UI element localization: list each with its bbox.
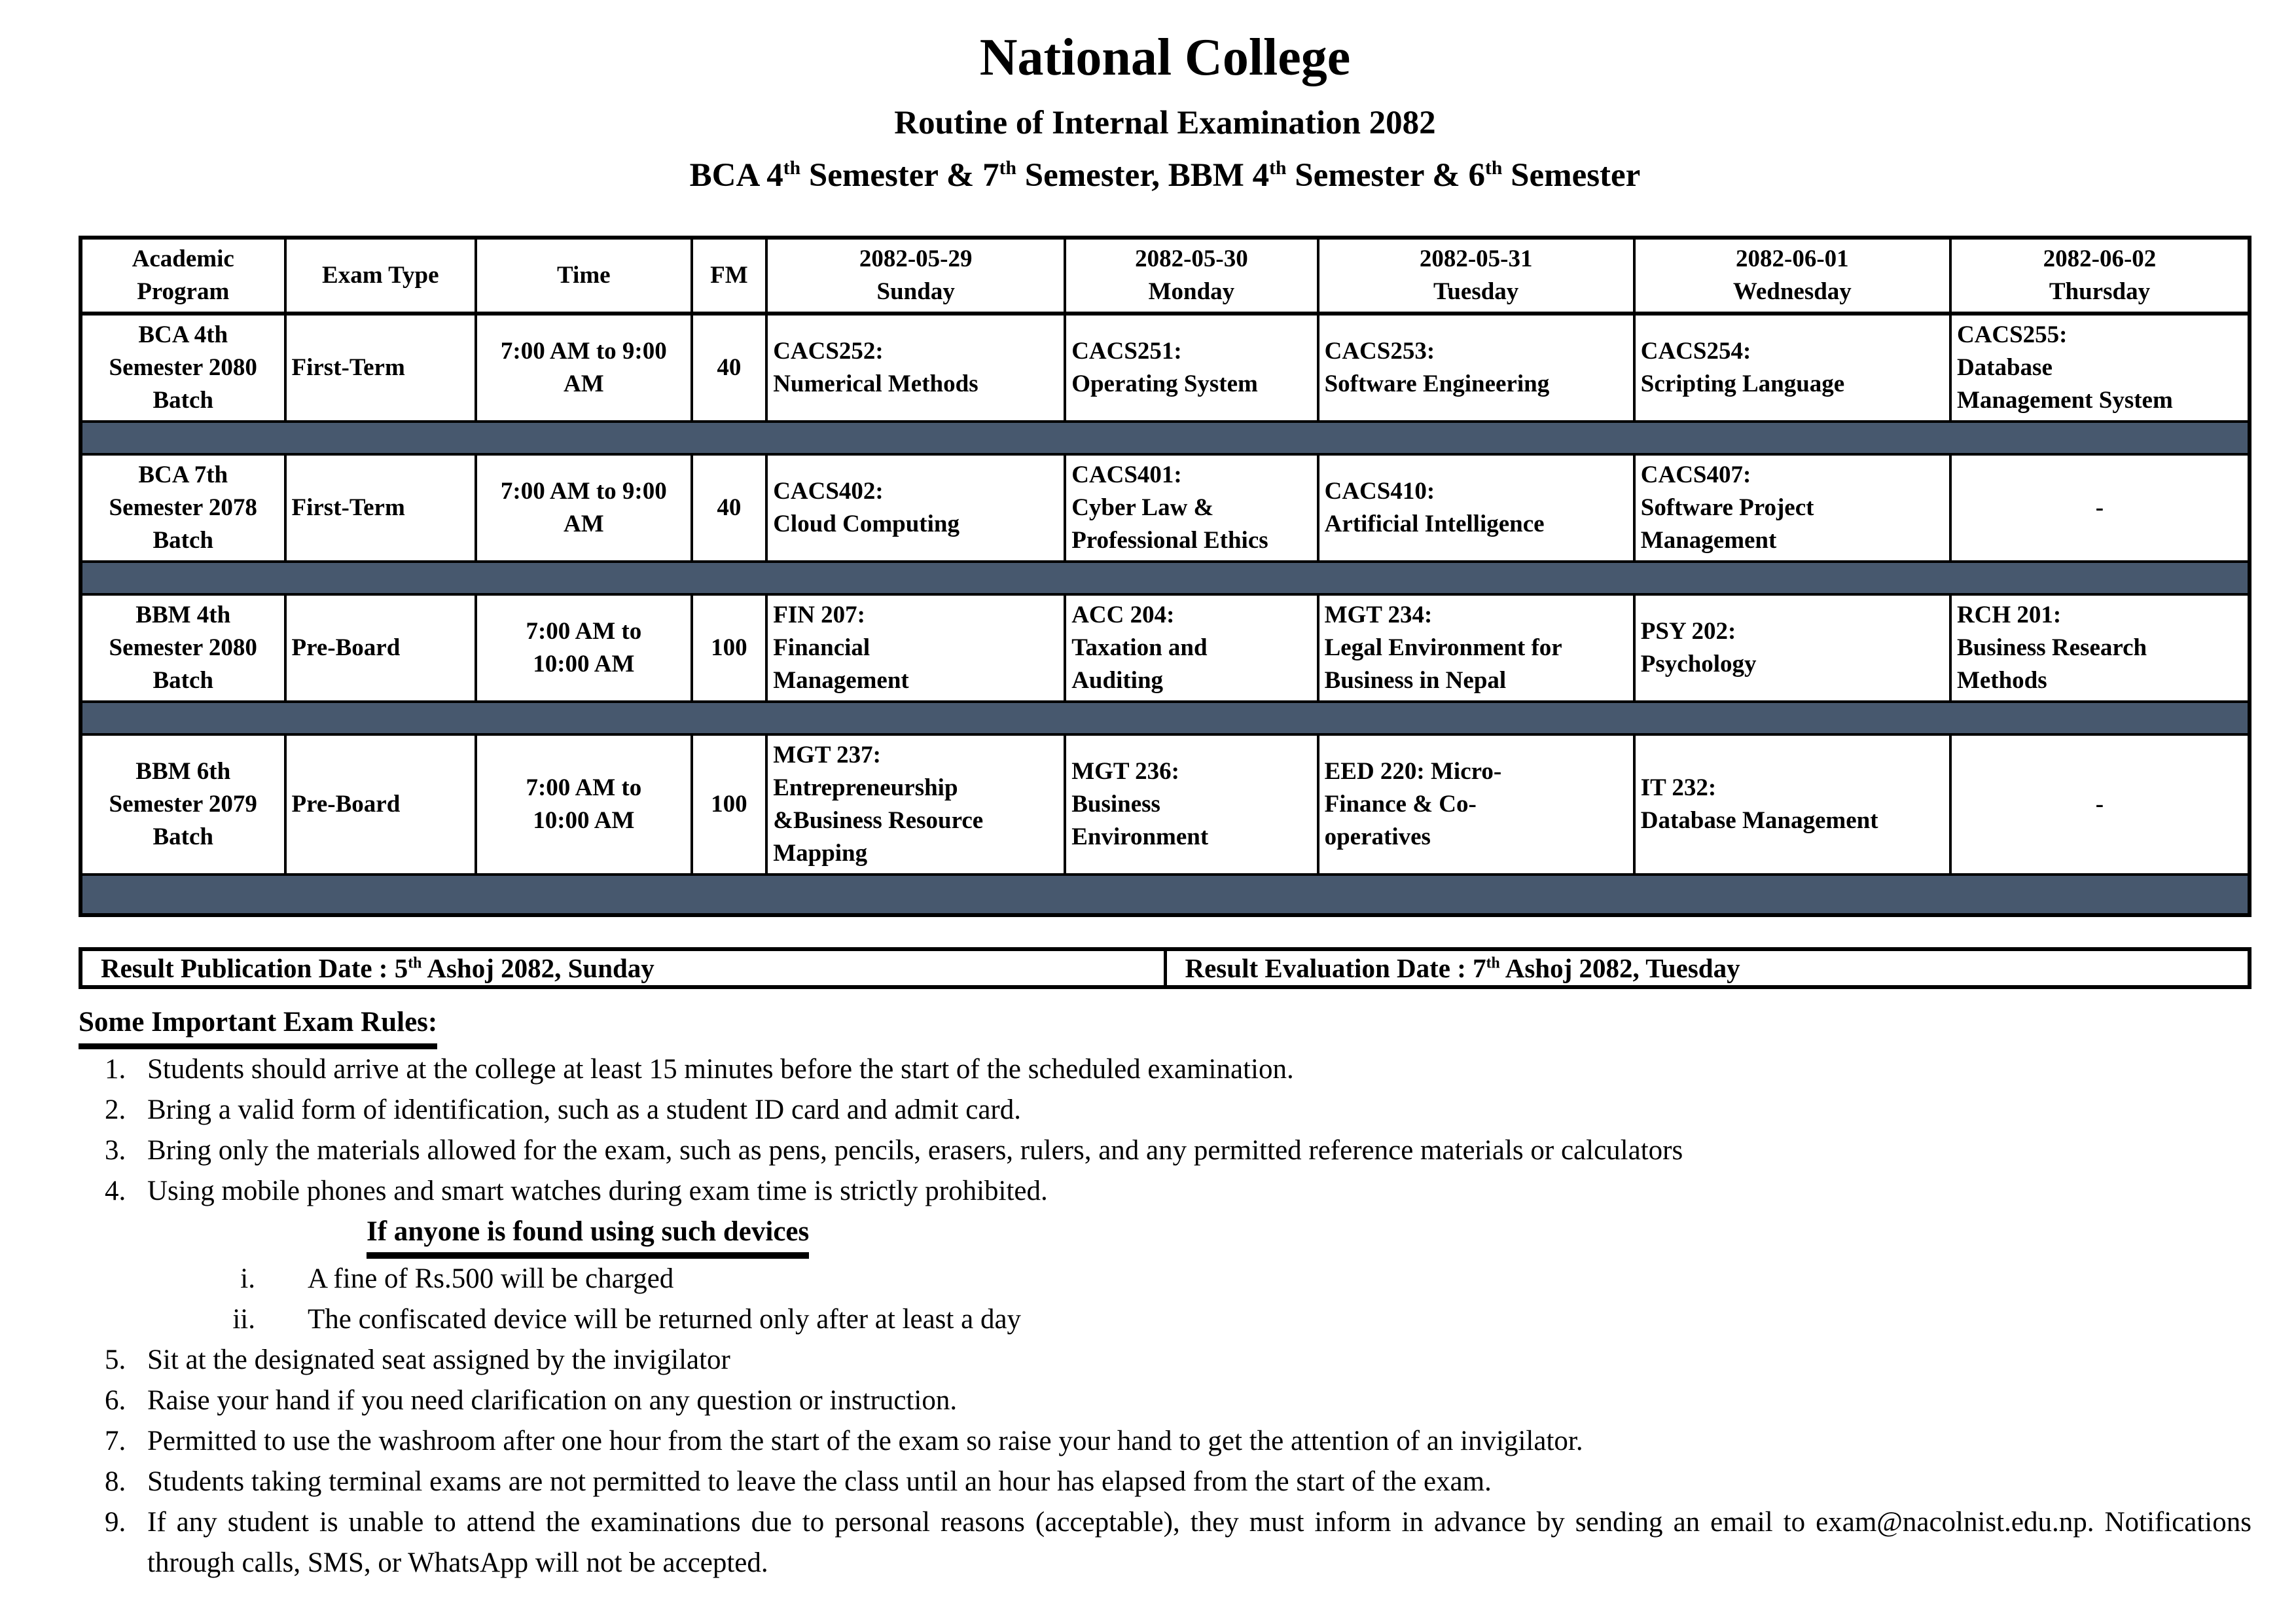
subject-cell: CACS252: Numerical Methods [766,314,1065,422]
rule-item [79,1090,2251,1130]
subject-cell: PSY 202: Psychology [1634,594,1950,702]
rule-text: Raise your hand if you need clarification on any question or instruction. [147,1385,958,1416]
schedule-row [81,594,2250,702]
program-cell: BBM 4th Semester 2080 Batch [81,594,285,702]
separator-bar [81,562,2250,594]
rule-number: 1. [105,1054,126,1085]
rule-item [79,1299,2251,1340]
day-header-2: 2082-05-31 Tuesday [1318,238,1634,314]
rule-text: Permitted to use the washroom after one hour from the start of the exam so raise your hand to get the attention of an invigilator. [147,1426,1583,1456]
separator-bar [81,702,2250,734]
separator-row [81,875,2250,915]
rule-number: 8. [105,1466,126,1497]
schedule-header-row [81,238,2250,314]
separator-row [81,702,2250,734]
subject-cell: RCH 201: Business Research Methods [1950,594,2250,702]
subject-cell: CACS402: Cloud Computing [766,454,1065,562]
device-note-heading: If anyone is found using such devices [367,1212,809,1259]
subject-cell: CACS251: Operating System [1065,314,1318,422]
rule-text: A fine of Rs.500 will be charged [308,1263,674,1294]
rule-text: Bring only the materials allowed for the exam, such as pens, pencils, erasers, rulers, and any permitted reference materials or calculators [147,1135,1683,1166]
rule-text: If any student is unable to attend the examinations due to personal reasons (acceptable), they must inform in advance by sending an email to exam@nacolnist.edu.np. Notifications through calls, SMS, or WhatsApp will not be accepted. [147,1507,2251,1578]
rule-number: 9. [105,1507,126,1538]
time-cell: 7:00 AM to 9:00 AM [476,454,691,562]
col-header-3: FM [692,238,767,314]
rule-number: ii. [232,1304,255,1335]
day-header-1: 2082-05-30 Monday [1065,238,1318,314]
rule-text: Students should arrive at the college at least 15 minutes before the start of the scheduled examination. [147,1054,1294,1085]
exam-schedule-table [79,236,2251,917]
result-publication-date: Result Publication Date : 5th Ashoj 2082, Sunday [81,949,1165,987]
rule-number: 4. [105,1176,126,1206]
rule-number: 3. [105,1135,126,1166]
device-note-heading-line [367,1212,2251,1259]
rule-item [79,1049,2251,1090]
day-header-4: 2082-06-02 Thursday [1950,238,2250,314]
col-header-1: Exam Type [285,238,476,314]
rule-text: Students taking terminal exams are not permitted to leave the class until an hour has elapsed from the start of the exam. [147,1466,1492,1497]
rule-text: The confiscated device will be returned only after at least a day [308,1304,1022,1335]
day-header-0: 2082-05-29 Sunday [766,238,1065,314]
rule-number: 5. [105,1344,126,1375]
subject-cell: CACS407: Software Project Management [1634,454,1950,562]
time-cell: 7:00 AM to 10:00 AM [476,594,691,702]
rule-item [79,1462,2251,1502]
subject-cell: - [1950,454,2250,562]
rule-text: Bring a valid form of identification, such as a student ID card and admit card. [147,1094,1021,1125]
program-cell: BBM 6th Semester 2079 Batch [81,734,285,875]
day-header-3: 2082-06-01 Wednesday [1634,238,1950,314]
subject-cell: CACS255: Database Management System [1950,314,2250,422]
rules-heading: Some Important Exam Rules: [79,1002,437,1049]
page-title: National College [979,29,1351,86]
separator-row [81,562,2250,594]
rule-text: Sit at the designated seat assigned by the invigilator [147,1344,730,1375]
subject-cell: MGT 236: Business Environment [1065,734,1318,875]
rule-number: 2. [105,1094,126,1125]
schedule-row [81,734,2250,875]
page-audience-line: BCA 4th Semester & 7th Semester, BBM 4th Semester & 6th Semester [689,157,1641,194]
rule-number: i. [240,1263,255,1294]
subject-cell: CACS253: Software Engineering [1318,314,1634,422]
schedule-row [81,454,2250,562]
separator-bar [81,422,2250,454]
rule-item [79,1421,2251,1462]
fm-cell: 40 [692,454,767,562]
fm-cell: 40 [692,314,767,422]
exam-rules-section [79,1002,2251,1583]
page-subtitle: Routine of Internal Examination 2082 [894,105,1436,141]
separator-bar [81,875,2250,915]
exam-type-cell: First-Term [285,314,476,422]
time-cell: 7:00 AM to 9:00 AM [476,314,691,422]
rule-item [79,1502,2251,1583]
rule-item [79,1380,2251,1421]
schedule-row [81,314,2250,422]
subject-cell: FIN 207: Financial Management [766,594,1065,702]
document-header [79,27,2251,195]
subject-cell: ACC 204: Taxation and Auditing [1065,594,1318,702]
subject-cell: CACS401: Cyber Law & Professional Ethics [1065,454,1318,562]
subject-cell: EED 220: Micro- Finance & Co- operatives [1318,734,1634,875]
exam-type-cell: First-Term [285,454,476,562]
subject-cell: - [1950,734,2250,875]
exam-type-cell: Pre-Board [285,594,476,702]
separator-row [81,422,2250,454]
col-header-0: Academic Program [81,238,285,314]
subject-cell: MGT 237: Entrepreneurship &Business Resource Mapping [766,734,1065,875]
result-dates-row [81,949,2250,987]
subject-cell: MGT 234: Legal Environment for Business in Nepal [1318,594,1634,702]
rule-item [79,1340,2251,1380]
program-cell: BCA 7th Semester 2078 Batch [81,454,285,562]
col-header-2: Time [476,238,691,314]
fm-cell: 100 [692,594,767,702]
subject-cell: CACS254: Scripting Language [1634,314,1950,422]
rules-list-2 [79,1340,2251,1583]
exam-type-cell: Pre-Board [285,734,476,875]
rule-number: 6. [105,1385,126,1416]
rule-item [79,1171,2251,1212]
subject-cell: IT 232: Database Management [1634,734,1950,875]
rule-item [79,1130,2251,1171]
rules-list-roman [79,1259,2251,1340]
rule-text: Using mobile phones and smart watches during exam time is strictly prohibited. [147,1176,1048,1206]
result-evaluation-date: Result Evaluation Date : 7th Ashoj 2082, Tuesday [1165,949,2250,987]
rules-list-1 [79,1049,2251,1212]
rule-item [79,1259,2251,1299]
program-cell: BCA 4th Semester 2080 Batch [81,314,285,422]
time-cell: 7:00 AM to 10:00 AM [476,734,691,875]
fm-cell: 100 [692,734,767,875]
result-dates-table [79,947,2251,989]
rule-number: 7. [105,1426,126,1456]
subject-cell: CACS410: Artificial Intelligence [1318,454,1634,562]
